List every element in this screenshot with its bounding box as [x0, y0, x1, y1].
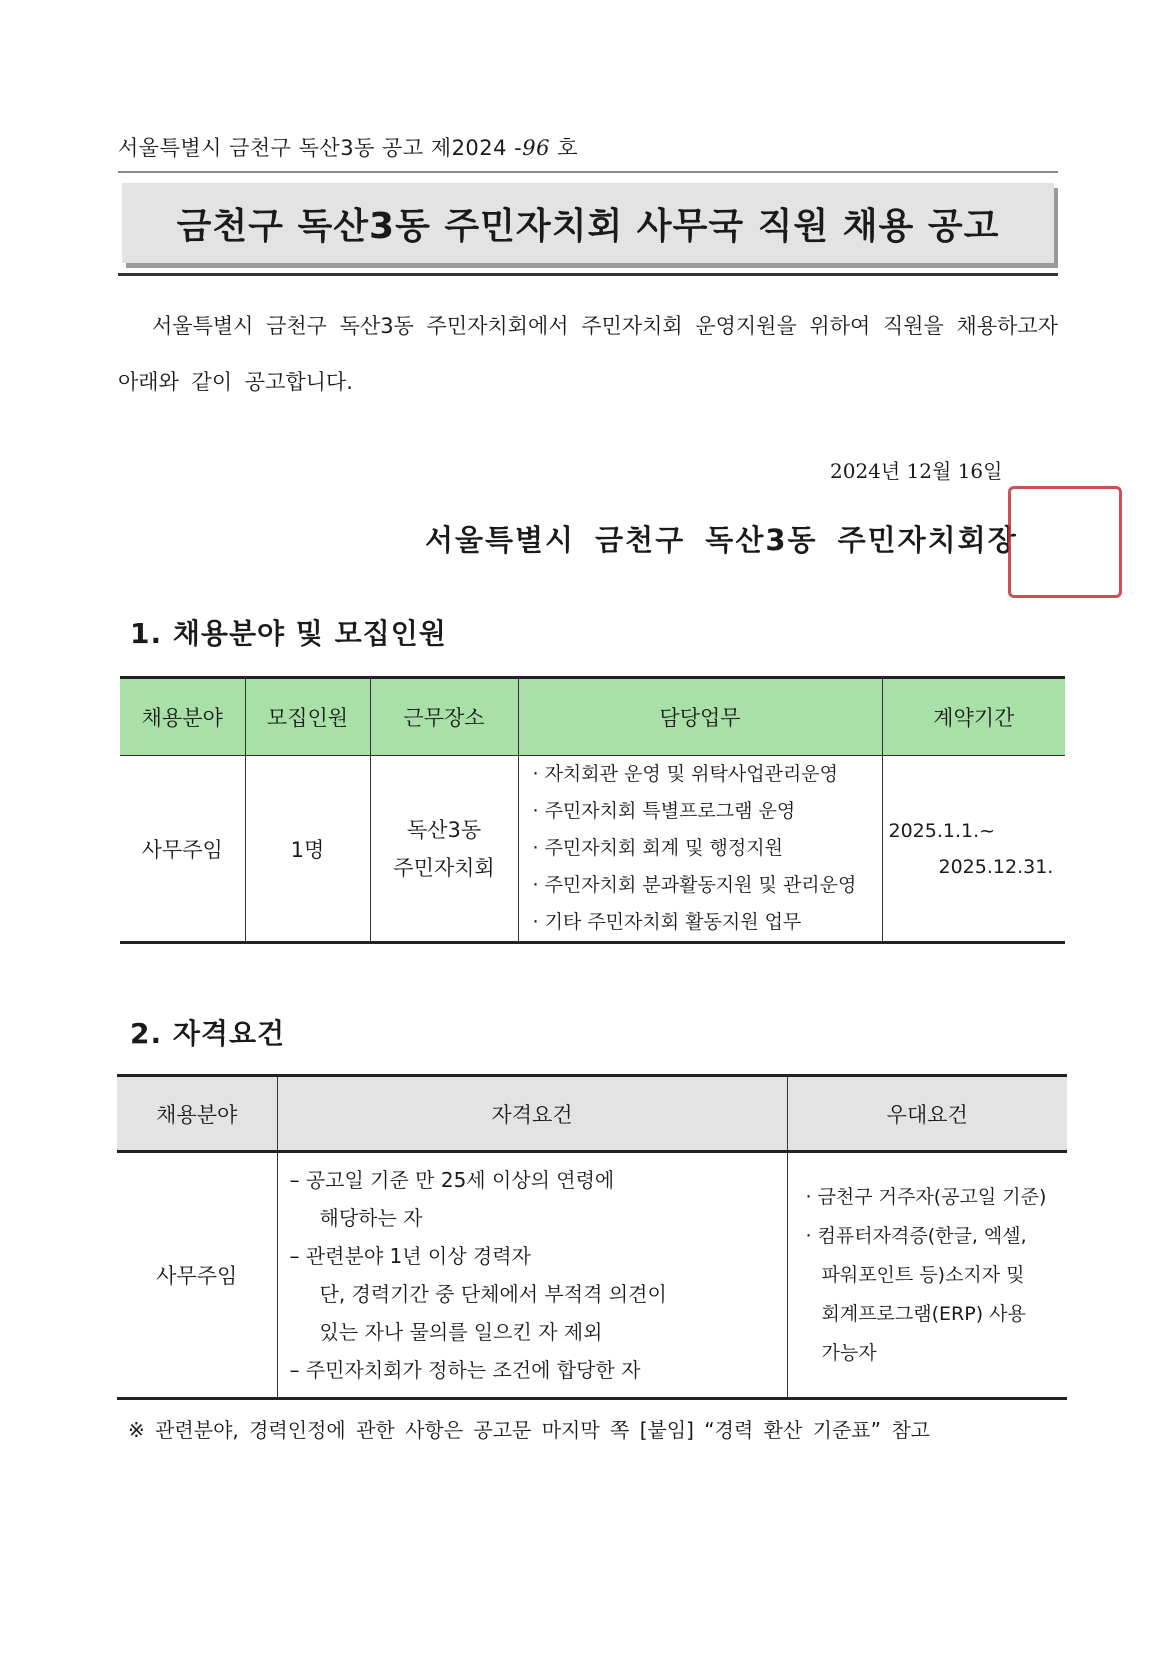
requirement-line: – 주민자치회가 정하는 조건에 합당한 자: [289, 1358, 641, 1382]
location-cell: [370, 756, 518, 943]
requirement-line: 해당하는 자: [319, 1206, 423, 1230]
field-cell: 사무주임: [156, 1264, 238, 1288]
requirements-cell: [277, 1152, 787, 1399]
qualification-table: [117, 1074, 1067, 1400]
title-band: [122, 183, 1054, 263]
official-seal: [1008, 486, 1122, 598]
header-cell: 자격요건: [277, 1076, 787, 1152]
period-start: 2025.1.1.~: [888, 819, 996, 842]
header-cell: 모집인원: [245, 678, 370, 756]
section2-title: 2. 자격요건: [130, 1017, 286, 1050]
table-header-row: [120, 678, 1065, 756]
header-cell: 채용분야: [120, 678, 245, 756]
location-line: 주민자치회: [393, 855, 495, 880]
divider-bottom: [118, 273, 1058, 276]
notice-number-prefix: 서울특별시 금천구 독산3동 공고 제2024 -: [118, 136, 523, 160]
notice-number: [118, 132, 578, 162]
table-row: [120, 756, 1065, 943]
duty-item: · 주민자치회 분과활동지원 및 관리운영: [532, 874, 857, 896]
preferences-cell: [787, 1152, 1067, 1399]
header-cell: 채용분야: [117, 1076, 277, 1152]
preference-line: 파워포인트 등)소지자 및: [821, 1263, 1025, 1286]
preference-line: · 컴퓨터자격증(한글, 엑셀,: [805, 1224, 1027, 1247]
requirement-line: – 공고일 기준 만 25세 이상의 연령에: [289, 1168, 615, 1192]
table-row: [117, 1152, 1067, 1399]
header-cell: 담당업무: [518, 678, 882, 756]
section1-title: 1. 채용분야 및 모집인원: [130, 617, 447, 650]
requirement-line: 단, 경력기간 중 단체에서 부적격 의견이: [319, 1282, 667, 1306]
requirement-line: – 관련분야 1년 이상 경력자: [289, 1244, 531, 1268]
preference-line: · 금천구 거주자(공고일 기준): [805, 1185, 1047, 1208]
intro-paragraph: 서울특별시 금천구 독산3동 주민자치회에서 주민자치회 운영지원을 위하여 직원을 채용하고자 아래와 같이 공고합니다.: [118, 314, 1058, 394]
period-end: 2025.12.31.: [938, 855, 1054, 878]
header-cell: 계약기간: [882, 678, 1065, 756]
document-title: 금천구 독산3동 주민자치회 사무국 직원 채용 공고: [176, 205, 1000, 247]
contract-period-cell: [882, 756, 1065, 943]
issuer-name: 서울특별시 금천구 독산3동 주민자치회장: [425, 523, 1018, 557]
requirement-line: 있는 자나 물의를 일으킨 자 제외: [319, 1320, 603, 1344]
field-cell: 사무주임: [141, 837, 223, 862]
duty-item: · 주민자치회 회계 및 행정지원: [532, 837, 783, 859]
location-line: 독산3동: [406, 817, 482, 842]
duty-item: · 기타 주민자치회 활동지원 업무: [532, 911, 802, 933]
issue-date: 2024년 12월 16일: [830, 459, 1003, 483]
footnote: ※ 관련분야, 경력인정에 관한 사항은 공고문 마지막 쪽 [붙임] “경력 환산 기준표” 참고: [128, 1418, 930, 1442]
duty-item: · 자치회관 운영 및 위탁사업관리운영: [532, 763, 839, 785]
count-cell: 1명: [245, 756, 370, 943]
preference-line: 회계프로그램(ERP) 사용: [821, 1302, 1026, 1325]
duty-item: · 주민자치회 특별프로그램 운영: [532, 800, 796, 822]
recruitment-table: [120, 676, 1065, 944]
divider-top: [118, 171, 1058, 173]
notice-number-suffix: 호: [557, 136, 578, 160]
header-cell: 우대요건: [787, 1076, 1067, 1152]
notice-number-handwritten: 96: [522, 136, 550, 160]
preference-line: 가능자: [821, 1341, 877, 1364]
header-cell: 근무장소: [370, 678, 518, 756]
duties-cell: [518, 756, 882, 943]
table-header-row: [117, 1076, 1067, 1152]
